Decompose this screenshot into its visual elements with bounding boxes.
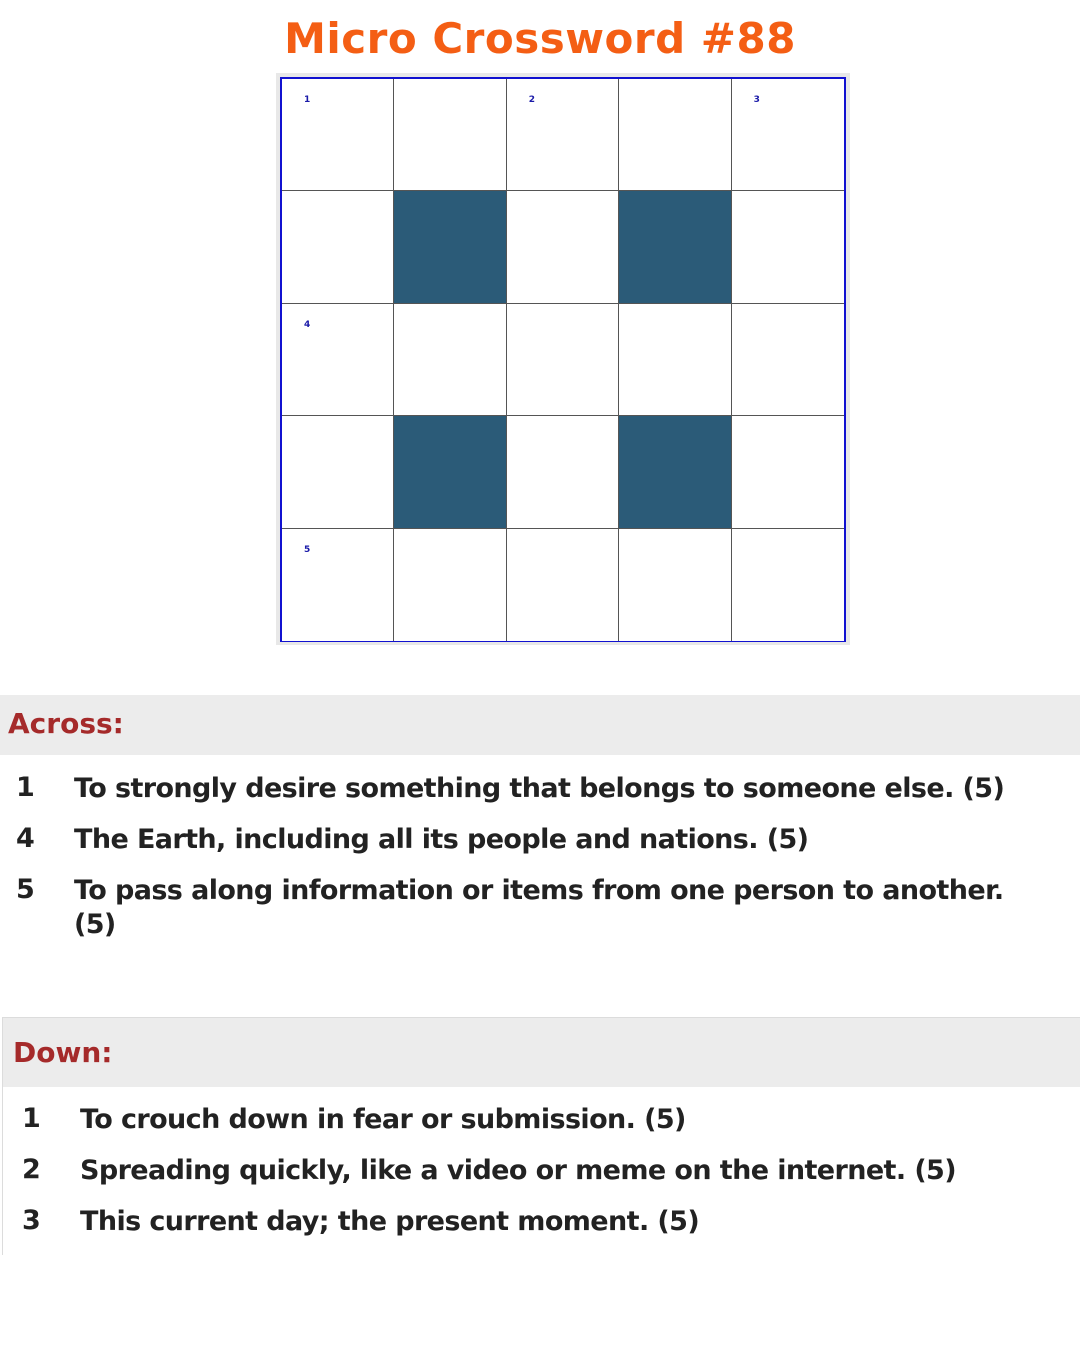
cell-number: 3 [753,95,760,105]
cell-number: 1 [304,95,311,105]
grid-cell[interactable] [507,79,619,191]
grid-black-square [619,191,731,303]
grid-cell[interactable] [282,416,394,528]
grid-cell[interactable] [619,79,731,191]
page-title: Micro Crossword #88 [284,14,796,63]
across-label: Across: [8,707,124,740]
clue-text: To strongly desire something that belongs to someone else. (5) [74,773,1005,804]
grid-black-square [619,416,731,528]
clue-number: 4 [16,823,35,854]
cell-number: 4 [304,319,311,330]
grid-black-square [394,416,506,528]
grid-cell[interactable] [732,416,844,528]
grid-cell[interactable] [507,529,619,641]
clue-number: 1 [22,1103,41,1134]
cell-number: 5 [304,544,311,555]
grid-cell[interactable] [732,529,844,641]
clue-number: 3 [22,1205,41,1236]
grid-cell[interactable] [732,304,844,416]
grid-cell[interactable] [394,304,506,416]
clue-text: Spreading quickly, like a video or meme on the internet. (5) [80,1155,956,1186]
grid-cell[interactable] [394,529,506,641]
down-label: Down: [13,1036,113,1069]
grid-cell[interactable] [282,191,394,303]
clue-number: 1 [16,772,35,803]
grid-cell[interactable] [732,191,844,303]
grid-cell[interactable] [394,79,506,191]
crossword-grid [280,77,846,642]
clue-number: 2 [22,1154,41,1185]
clue-text: To crouch down in fear or submission. (5) [80,1104,686,1135]
grid-cell[interactable] [732,79,844,191]
clue-text: This current day; the present moment. (5) [80,1206,700,1237]
grid-cell[interactable] [507,416,619,528]
down-section-border [2,1087,3,1255]
grid-cell[interactable] [282,304,394,416]
across-header [0,695,1080,755]
down-header [2,1017,1080,1087]
grid-black-square [394,191,506,303]
clue-text: To pass along information or items from one person to another. (5) [74,875,1004,940]
grid-cell[interactable] [619,529,731,641]
grid-cell[interactable] [619,304,731,416]
grid-cell[interactable] [282,79,394,191]
grid-cell[interactable] [507,304,619,416]
grid-cell[interactable] [507,191,619,303]
cell-number: 2 [528,95,536,105]
clue-number: 5 [16,874,35,905]
clue-text: The Earth, including all its people and nations. (5) [74,824,809,855]
grid-cell[interactable] [282,529,394,641]
